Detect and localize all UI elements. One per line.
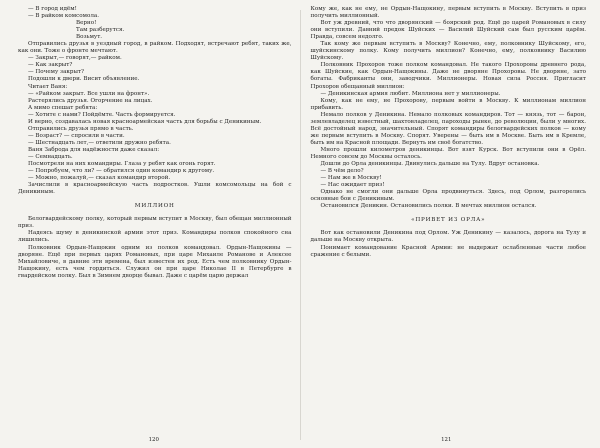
paragraph: — Как закрыт? bbox=[28, 62, 73, 69]
paragraph: Зачислили в красноармейскую часть подростков. Ушли комсомольцы на бой с Деникиным. bbox=[18, 182, 292, 196]
paragraph: А мимо спешат ребята: bbox=[28, 104, 98, 111]
paragraph: — Деникинская армия любит. Миллиона нет у миллионеры. bbox=[320, 90, 501, 97]
paragraph: Растерялись друзья. Огорчение на лицах. bbox=[28, 97, 153, 104]
left-page bbox=[8, 6, 300, 444]
paragraph: Дошли до Орла деникинцы. Двинулись дальше на Тулу. Вдруг остановка. bbox=[320, 161, 540, 168]
paragraph: Так кому же первым вступить в Москву? Конечно, ему, полковнику Шуйскому, его, шуйскинскому полку. Кому получить миллион? Конечно, ему, полковнику Василию Шуйскому. bbox=[310, 41, 586, 62]
page-number-left: 120 bbox=[148, 436, 159, 443]
paragraph: Отправились друзья прямо в часть. bbox=[28, 125, 134, 132]
paragraph: — В райком комсомола. bbox=[28, 13, 99, 20]
paragraph: — В город идём! bbox=[28, 6, 77, 12]
paragraph: Вот уж древний, что что дворянский — боярский род. Ещё до царей Романовых в силу они вступили. Давний предок Шуйских — Василий Шуйский сам был русским царём. Правда, совсем недолго. bbox=[310, 20, 586, 41]
paragraph: Белогвардейскому полку, который первым вступит в Москву, был обещан миллионный приз. bbox=[18, 216, 292, 230]
right-page bbox=[301, 6, 593, 444]
paragraph: Посмотрели на них командиры. Глаза у ребят как огонь горят. bbox=[28, 161, 216, 168]
paragraph: Верно! bbox=[76, 20, 97, 27]
paragraph: — В чём дело? bbox=[320, 168, 364, 175]
left-page-text-top bbox=[18, 6, 292, 196]
paragraph: — Закрыт,— говорят,— райком. bbox=[28, 55, 122, 62]
paragraph: Однако не смогли они дальше Орла продвинуться. Здесь, под Орлом, разгорелись основные бои с Деникиным. bbox=[310, 189, 586, 203]
paragraph: Кому, как не ему, не Прохорову, первым войти в Москву. К миллионам миллион прибавить. bbox=[310, 97, 586, 111]
paragraph: Читает Ваня: bbox=[28, 83, 68, 90]
paragraph: — Семнадцать. bbox=[28, 153, 73, 160]
paragraph: — Почему закрыт? bbox=[28, 69, 85, 76]
page-number-right: 121 bbox=[441, 436, 452, 443]
paragraph: Надеясь шуму в деникинской армии этот приз. Командиры полков спокойного сна лишились. bbox=[18, 230, 292, 244]
paragraph: — Можно, пожалуй,— сказал командир второй. bbox=[28, 175, 171, 182]
paragraph: — Возраст? — спросили в части. bbox=[28, 132, 125, 139]
left-section-heading: МИЛЛИОН bbox=[134, 203, 175, 210]
right-section-heading: «ПРИВЕТ ИЗ ОРЛА» bbox=[411, 217, 486, 224]
paragraph: Вот как остановили Деникина под Орлом. Уж Деникину — казалось, дорога на Тулу и дальше на Москву открыта. bbox=[310, 230, 586, 244]
paragraph: И верно, создавалась новая красноармейская часть для борьбы с Деникиным. bbox=[28, 118, 262, 125]
paragraph: Кому же, как не ему, не Ордын-Нащокину, первым вступить в Москву. Вступить в приз получить миллионный. bbox=[310, 6, 586, 20]
paragraph: Подошли к двери. Висит объявление. bbox=[28, 76, 140, 83]
paragraph: Полковник Ордын-Нащокин одним из полков командовал. Ордын-Нащокины — дворяне. Ещё при первых царях Романовых, при царе Михаиле Романове и Алексее Михайловиче, в давние эти времена, был известен их род. Есть чем полковнику Ордын-Нащокину, есть чем гордиться. Служил он при царе Николае II в Петербурге в гвардейском полку. Был в Зимнем дворце бывал. Даже с царём царю держал bbox=[18, 244, 292, 279]
paragraph: — «Райком закрыт. Все ушли на фронт». bbox=[28, 90, 150, 97]
paragraph: — Нам же в Москву! bbox=[320, 175, 382, 182]
paragraph: — Шестнадцать лет,— ответили дружно ребята. bbox=[28, 139, 171, 146]
paragraph: Немало полков у Деникина. Немало полковых командиров. Тот — князь, тот — барон, землевладелец известный, шахтовладелец, пароходы рынке, до революции, были у многих. Всё достойный народ, значительный. Спорят командиры белогвардейских полков — кому же первым вступить в Москву. Спорят. Уверены — быть им в Москве. Быть им в Кремле, быть им на Красной площади. Вернуть им своё богатство. bbox=[310, 111, 586, 146]
paragraph: — Хотите с нами? Пойдёмте. Часть формируется. bbox=[28, 111, 176, 118]
paragraph: Там разберутся. bbox=[76, 27, 125, 34]
paragraph: — Попробуем, что ли? — обратился один командир к другому. bbox=[28, 168, 215, 175]
paragraph: — Нас ожидает приз! bbox=[320, 182, 385, 189]
paragraph: Отправились друзья в уездный город, в райком. Подходят, встречают ребят, таких же, как они. Тоже о фронте мечтают. bbox=[18, 41, 292, 55]
paragraph: Много прошли километров деникинцы. Вот взят Курск. Вот вступили они в Орёл. Немного совсем до Москвы осталось. bbox=[310, 146, 586, 160]
paragraph: Ваня Заброда для надёжности даже сказал: bbox=[28, 146, 160, 153]
paragraph: Возьмут. bbox=[76, 34, 103, 41]
paragraph: Остановился Деникин. Остановились полки. В мечтах миллион остался. bbox=[320, 203, 537, 210]
right-page-text-top bbox=[311, 6, 587, 210]
paragraph: Понимает командование Красной Армии: не выдержат ослабленные части любое сражение с белыми. bbox=[310, 244, 586, 258]
right-page-text-bottom bbox=[311, 230, 587, 258]
paragraph: Полковник Прохоров тоже полком командовал. Не такого Прохоровы древнего рода, как Шуйские, как Ордын-Нащокины. Даже не дворяне Прохоровы. Не дворяне, зато богаты. Фабриканты они, заводчики. Миллионеры. Новая сила Россия. Пригласит Прохоров обещанный миллион: bbox=[310, 62, 586, 90]
left-page-text-bottom bbox=[18, 216, 292, 279]
